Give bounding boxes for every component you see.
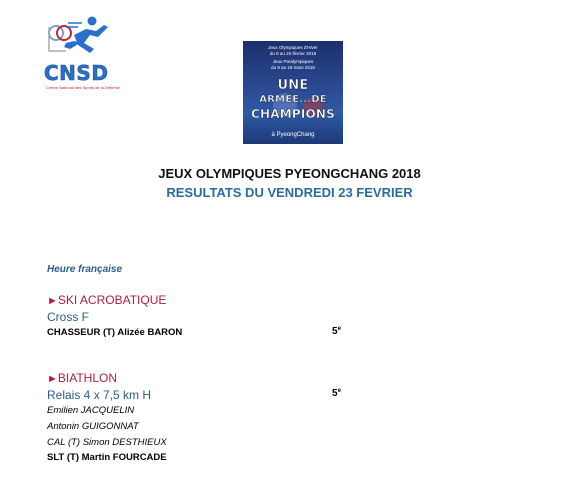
athlete-name: Emilien JACQUELIN (47, 405, 135, 416)
sport-name: BIATHLON (57, 371, 118, 385)
poster-line: Jeux Paralympiques (272, 59, 314, 64)
cnsd-logo (44, 13, 118, 93)
rank-number: 5 (332, 388, 338, 399)
result-rank (332, 388, 341, 399)
triangle-icon: ► (47, 295, 58, 307)
event-name: Relais 4 x 7,5 km H (47, 388, 152, 402)
logo-subtitle: Centre National des Sports de la Défense (46, 85, 120, 90)
page-title: JEUX OLYMPIQUES PYEONGCHANG 2018 (158, 166, 421, 181)
sport-heading (47, 371, 117, 385)
poster-headline: UNE (277, 78, 309, 93)
logo-wordmark: CNSD (44, 61, 109, 85)
event-name: Cross F (47, 310, 89, 324)
athlete-name: CHASSEUR (T) Alizée BARON (47, 327, 183, 338)
poster-line: Jeux Olympiques d'Hiver (268, 45, 318, 50)
sport-heading (47, 293, 166, 307)
poster-headline: ARMÉE...DE (259, 94, 327, 105)
poster-location: à PyeongChang (271, 132, 315, 138)
athlete-name: SLT (T) Martin FOURCADE (47, 452, 167, 463)
triangle-icon: ► (47, 373, 58, 385)
event-poster (243, 41, 343, 144)
rank-number: 5 (332, 326, 338, 337)
poster-headline: CHAMPIONS (250, 107, 336, 121)
time-note: Heure française (47, 264, 123, 275)
poster-line: du 9 au 18 mars 2018 (271, 65, 315, 70)
athlete-name: Antonin GUIGONNAT (47, 421, 139, 432)
rank-suffix: e (337, 326, 341, 332)
poster-line: du 9 au 25 février 2018 (269, 51, 317, 56)
athlete-name: CAL (T) Simon DESTHIEUX (47, 437, 167, 448)
sport-name: SKI ACROBATIQUE (57, 293, 167, 307)
rank-suffix: e (337, 388, 341, 394)
result-rank (332, 326, 341, 337)
runner-rings-icon (44, 13, 118, 63)
page-subtitle: RESULTATS DU VENDREDI 23 FEVRIER (166, 185, 413, 200)
